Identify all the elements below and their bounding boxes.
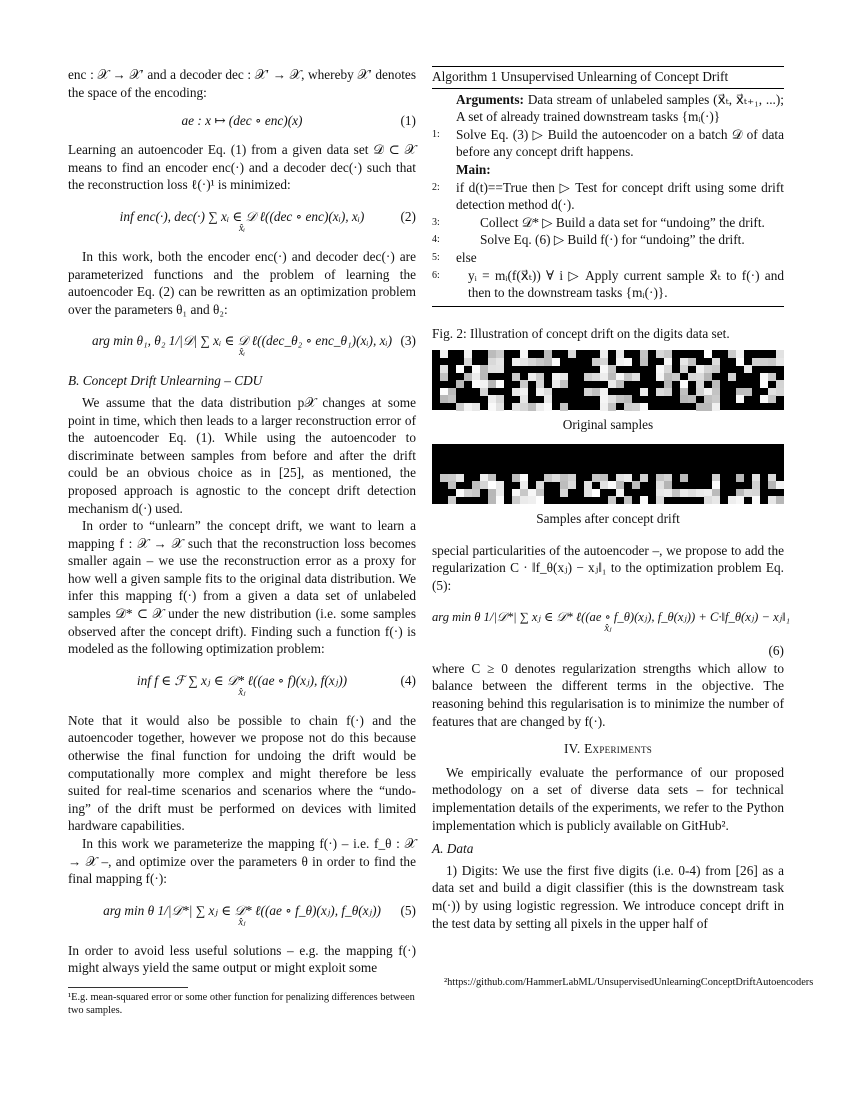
algorithm-line bbox=[432, 267, 784, 302]
image-pixel bbox=[640, 358, 648, 366]
image-pixel bbox=[560, 380, 568, 388]
image-pixel bbox=[584, 373, 592, 381]
image-pixel bbox=[456, 380, 464, 388]
image-pixel bbox=[704, 403, 712, 411]
image-pixel bbox=[656, 496, 664, 504]
image-pixel bbox=[520, 358, 528, 366]
paragraph: We empirically evaluate the performance of our proposed methodology on a set of diverse data sets – for technical implementation details of the experiments, we refer to the Python implementation which is publicly available on GitHub². bbox=[432, 764, 784, 833]
line-text: Main: bbox=[456, 161, 491, 177]
drifted-samples-image bbox=[432, 444, 784, 504]
image-pixel bbox=[544, 403, 552, 411]
image-pixel bbox=[592, 373, 600, 381]
image-pixel bbox=[632, 373, 640, 381]
subsection-heading: A. Data bbox=[432, 841, 474, 857]
equation-number: (3) bbox=[400, 333, 416, 349]
image-pixel bbox=[528, 496, 536, 504]
image-pixel bbox=[536, 388, 544, 396]
image-pixel bbox=[488, 380, 496, 388]
algorithm-line bbox=[432, 214, 784, 232]
image-pixel bbox=[624, 496, 632, 504]
image-pixel bbox=[712, 365, 720, 373]
algorithm-line bbox=[432, 231, 784, 249]
line-number: 4: bbox=[432, 234, 440, 246]
image-pixel bbox=[680, 489, 688, 497]
paragraph: In order to avoid less useful solutions – e.g. the mapping f(·) might always yield the same output or might exploit some bbox=[68, 942, 416, 976]
paragraph: special particularities of the autoencoder –, we propose to add the regularization C · ‖f_θ(xⱼ) − xⱼ‖₁ to the optimization problem Eq. (5): bbox=[432, 542, 784, 593]
equation-6: arg min θ 1/|𝒟*| ∑ xⱼ ∈ 𝒟* ℓ((ae ∘ f_θ)(xⱼ), f_θ(xⱼ)) + C·‖f_θ(xⱼ) − xⱼ‖₁ x̂ⱼ bbox=[432, 610, 790, 635]
image-pixel bbox=[496, 496, 504, 504]
underbrace-label: x̂ᵢ bbox=[238, 222, 246, 234]
image-pixel bbox=[768, 481, 776, 489]
image-pixel bbox=[624, 403, 632, 411]
image-pixel bbox=[680, 365, 688, 373]
image-pixel bbox=[544, 358, 552, 366]
image-pixel bbox=[456, 403, 464, 411]
image-pixel bbox=[696, 388, 704, 396]
image-pixel bbox=[608, 403, 616, 411]
line-number: 6: bbox=[432, 269, 440, 281]
equation-3: arg min θ₁, θ₂ 1/|𝒟| ∑ xᵢ ∈ 𝒟 ℓ((dec_θ₂ ∘ enc_θ₁)(xᵢ), xᵢ) x̂ᵢ (3) bbox=[68, 326, 416, 364]
subsection-heading: B. Concept Drift Unlearning – CDU bbox=[68, 373, 263, 389]
line-text: yᵢ = mᵢ(f(x⃗ₜ)) ∀ i ▷ Apply current sample x⃗ₜ to f(·) and then to the downstream tasks {mᵢ(·)}. bbox=[468, 267, 784, 301]
image-pixel bbox=[584, 388, 592, 396]
image-pixel bbox=[552, 358, 560, 366]
image-pixel bbox=[512, 403, 520, 411]
image-pixel bbox=[688, 489, 696, 497]
image-pixel bbox=[592, 358, 600, 366]
image-pixel bbox=[448, 496, 456, 504]
image-pixel bbox=[640, 474, 648, 482]
image-pixel bbox=[464, 489, 472, 497]
image-pixel bbox=[456, 365, 464, 373]
image-pixel bbox=[520, 403, 528, 411]
equation-2: inf enc(·), dec(·) ∑ xᵢ ∈ 𝒟 ℓ((dec ∘ enc)(xᵢ), xᵢ) x̂ᵢ (2) bbox=[68, 202, 416, 240]
right-column bbox=[432, 66, 790, 932]
image-pixel bbox=[568, 481, 576, 489]
image-pixel bbox=[656, 373, 664, 381]
paragraph: We assume that the data distribution p𝒳 changes at some point in time, which then leads to a larger reconstruction error of the autoencoder Eq. (1). While using the autoencoder to discriminate between samples from before and after the drift could be an obvious choice as in [25], as mentioned, the proposed approach is agnostic to the concept drift detection mechanism d(·) used. bbox=[68, 394, 416, 516]
image-pixel bbox=[440, 373, 448, 381]
image-pixel bbox=[512, 388, 520, 396]
image-pixel bbox=[744, 489, 752, 497]
image-pixel bbox=[512, 358, 520, 366]
image-pixel bbox=[704, 373, 712, 381]
image-pixel bbox=[496, 403, 504, 411]
image-pixel bbox=[728, 350, 736, 358]
image-pixel bbox=[744, 365, 752, 373]
image-pixel bbox=[560, 403, 568, 411]
image-pixel bbox=[528, 373, 536, 381]
original-samples-image bbox=[432, 350, 784, 410]
image-pixel bbox=[536, 496, 544, 504]
paragraph: 1) Digits: We use the first five digits (i.e. 0-4) from [26] as a data set and build a digit classifier (this is the downstream task m(·)) by using logistic regression. We introduce concept drift in the test data by setting all pixels in the upper half of bbox=[432, 862, 784, 931]
paragraph: In this work, both the encoder enc(·) and decoder dec(·) are parameterized functions and the problem of learning the autoencoder Eq. (2) can be rewritten as an optimization problem over the parameters θ₁ and θ₂: bbox=[68, 248, 416, 317]
line-text: Collect 𝒟* ▷ Build a data set for “undoing” the drift. bbox=[480, 214, 765, 230]
image-pixel bbox=[640, 496, 648, 504]
image-pixel bbox=[464, 358, 472, 366]
equation-4: inf f ∈ ℱ ∑ xⱼ ∈ 𝒟* ℓ((ae ∘ f)(xⱼ), f(xⱼ)) x̂ⱼ (4) bbox=[68, 666, 416, 704]
line-text: else bbox=[456, 249, 477, 265]
underbrace-label: x̂ᵢ bbox=[238, 347, 246, 359]
paragraph: Learning an autoencoder Eq. (1) from a given data set 𝒟 ⊂ 𝒳 means to find an encoder enc(·) and a decoder dec(·) such that the reconstruction loss ℓ(·)¹ is minimized: bbox=[68, 142, 416, 193]
image-pixel bbox=[696, 489, 704, 497]
line-number bbox=[432, 161, 456, 179]
image-pixel bbox=[672, 489, 680, 497]
image-pixel bbox=[768, 373, 776, 381]
subfigure-caption: Samples after concept drift bbox=[536, 510, 680, 526]
line-number: 3: bbox=[432, 216, 440, 228]
image-pixel bbox=[600, 373, 608, 381]
image-pixel bbox=[600, 403, 608, 411]
image-pixel bbox=[520, 496, 528, 504]
image-pixel bbox=[464, 403, 472, 411]
footnote: ¹E.g. mean-squared error or some other function for penalizing differences between two samples. bbox=[68, 991, 415, 1016]
image-pixel bbox=[664, 489, 672, 497]
image-pixel bbox=[512, 474, 520, 482]
algorithm-line bbox=[432, 126, 784, 161]
image-pixel bbox=[640, 403, 648, 411]
image-pixel bbox=[480, 388, 488, 396]
image-pixel bbox=[736, 395, 744, 403]
image-pixel bbox=[704, 350, 712, 358]
paragraph: where C ≥ 0 denotes regularization strengths which allow to balance between the different terms in the objective. The reasoning behind this regularisation is to minimize the number of features that are changed by f(·). bbox=[432, 660, 784, 729]
image-pixel bbox=[728, 373, 736, 381]
image-pixel bbox=[624, 373, 632, 381]
image-pixel bbox=[512, 373, 520, 381]
image-pixel bbox=[760, 358, 768, 366]
image-pixel bbox=[544, 474, 552, 482]
underbrace-label: x̂ⱼ bbox=[238, 686, 246, 698]
paragraph: Note that it would also be possible to chain f(·) and the autoencoder together, however we propose not do this because otherwise the final function for undoing the drift would be computationally more complex and might therefore be less suited for real-time scenarios and scenarios where the “undo-ing” of the drift must be performed on devices with limited hardware capabilities. bbox=[68, 712, 416, 834]
image-pixel bbox=[448, 395, 456, 403]
image-pixel bbox=[624, 358, 632, 366]
paragraph: enc : 𝒳 → 𝒳′ and a decoder dec : 𝒳′ → 𝒳, whereby 𝒳′ denotes the space of the encoding: bbox=[68, 67, 416, 100]
algorithm-line bbox=[432, 179, 784, 214]
image-pixel bbox=[744, 388, 752, 396]
image-pixel bbox=[440, 395, 448, 403]
algorithm-title: Algorithm 1 Unsupervised Unlearning of Concept Drift bbox=[432, 67, 784, 89]
image-pixel bbox=[448, 481, 456, 489]
equation-1: ae : x ↦ (dec ∘ enc)(x) (1) bbox=[68, 109, 416, 133]
left-column bbox=[68, 66, 416, 1017]
image-pixel bbox=[672, 373, 680, 381]
image-pixel bbox=[528, 358, 536, 366]
image-pixel bbox=[608, 380, 616, 388]
equation-number: (2) bbox=[400, 208, 416, 224]
equation-5: arg min θ 1/|𝒟*| ∑ xⱼ ∈ 𝒟* ℓ((ae ∘ f_θ)(xⱼ), f_θ(xⱼ)) x̂ⱼ (5) bbox=[68, 896, 416, 934]
image-pixel bbox=[592, 388, 600, 396]
image-pixel bbox=[488, 496, 496, 504]
equation-number: (1) bbox=[400, 113, 416, 129]
algorithm-box bbox=[432, 66, 784, 307]
image-pixel bbox=[456, 474, 464, 482]
underbrace-label: x̂ⱼ bbox=[238, 916, 246, 928]
image-pixel bbox=[616, 358, 624, 366]
image-pixel bbox=[696, 403, 704, 411]
image-pixel bbox=[528, 403, 536, 411]
image-pixel bbox=[736, 474, 744, 482]
image-pixel bbox=[592, 489, 600, 497]
image-pixel bbox=[776, 388, 784, 396]
line-number: 1: bbox=[432, 128, 440, 140]
image-pixel bbox=[664, 388, 672, 396]
image-pixel bbox=[624, 474, 632, 482]
algorithm-body bbox=[432, 89, 784, 306]
paragraph: In this work we parameterize the mapping f(·) – i.e. f_θ : 𝒳 → 𝒳 –, and optimize over the parameters θ in order to find the final mapping f(·): bbox=[68, 836, 416, 887]
image-pixel bbox=[600, 481, 608, 489]
image-pixel bbox=[680, 395, 688, 403]
image-pixel bbox=[568, 350, 576, 358]
image-pixel bbox=[592, 474, 600, 482]
image-pixel bbox=[584, 489, 592, 497]
line-text: Solve Eq. (3) ▷ Build the autoencoder on a batch 𝒟 of data before any concept drift happens. bbox=[456, 126, 784, 160]
equation-number: (4) bbox=[400, 672, 416, 688]
image-pixel bbox=[632, 481, 640, 489]
image-pixel bbox=[456, 489, 464, 497]
image-pixel bbox=[616, 380, 624, 388]
paragraph: In order to “unlearn” the concept drift, we want to learn a mapping f : 𝒳 → 𝒳 such that the reconstruction loss becomes smaller again – we use the reconstruction error as a proxy for how well a given sample fits to the original data distribution. We infer this mapping f(·) from a given a data set of unlabeled samples 𝒟* ⊂ 𝒳 under the new distribution (i.e. some samples observed after the concept drift). Finding such a function f(·) is modeled as the following optimization problem: bbox=[68, 518, 416, 657]
algorithm-line bbox=[432, 249, 784, 267]
subfigure-caption: Original samples bbox=[562, 417, 654, 433]
image-pixel bbox=[496, 365, 504, 373]
image-pixel bbox=[488, 365, 496, 373]
image-pixel bbox=[680, 474, 688, 482]
image-pixel bbox=[496, 380, 504, 388]
equation-number: (5) bbox=[400, 902, 416, 918]
image-pixel bbox=[760, 380, 768, 388]
image-pixel bbox=[704, 496, 712, 504]
image-pixel bbox=[472, 380, 480, 388]
image-pixel bbox=[712, 403, 720, 411]
image-pixel bbox=[688, 358, 696, 366]
footnote: ²https://github.com/HammerLabML/UnsupervisedUnlearningConceptDriftAutoencoders bbox=[444, 977, 814, 988]
image-pixel bbox=[688, 373, 696, 381]
image-pixel bbox=[768, 496, 776, 504]
algorithm-line bbox=[432, 161, 784, 179]
image-pixel bbox=[472, 403, 480, 411]
image-pixel bbox=[776, 481, 784, 489]
image-pixel bbox=[536, 403, 544, 411]
image-pixel bbox=[656, 350, 664, 358]
image-pixel bbox=[608, 496, 616, 504]
image-pixel bbox=[656, 388, 664, 396]
image-pixel bbox=[464, 373, 472, 381]
image-pixel bbox=[632, 403, 640, 411]
image-pixel bbox=[752, 496, 760, 504]
image-pixel bbox=[440, 350, 448, 358]
image-pixel bbox=[472, 489, 480, 497]
image-pixel bbox=[552, 474, 560, 482]
image-pixel bbox=[440, 474, 448, 482]
image-pixel bbox=[752, 358, 760, 366]
image-pixel bbox=[616, 395, 624, 403]
line-text: if d(t)==True then ▷ Test for concept drift using some drift detection method d(·). bbox=[456, 179, 784, 213]
image-pixel bbox=[736, 496, 744, 504]
image-pixel bbox=[552, 380, 560, 388]
image-pixel bbox=[536, 358, 544, 366]
image-pixel bbox=[640, 388, 648, 396]
equation-number: (6) bbox=[768, 643, 784, 659]
algorithm-lines bbox=[432, 126, 784, 302]
figure-caption: Fig. 2: Illustration of concept drift on the digits data set. bbox=[432, 325, 730, 341]
image-pixel bbox=[512, 496, 520, 504]
image-pixel bbox=[776, 496, 784, 504]
image-pixel bbox=[480, 481, 488, 489]
line-number: 5: bbox=[432, 251, 440, 263]
image-pixel bbox=[688, 395, 696, 403]
algorithm-arguments: Arguments: Data stream of unlabeled samples (x⃗ₜ, x⃗ₜ₊₁, ...); A set of already trained downstream tasks {mᵢ(·)} bbox=[456, 91, 784, 125]
image-pixel bbox=[616, 489, 624, 497]
image-pixel bbox=[560, 489, 568, 497]
footnote-rule bbox=[68, 987, 188, 988]
image-pixel bbox=[768, 395, 776, 403]
image-pixel bbox=[712, 496, 720, 504]
image-pixel bbox=[608, 481, 616, 489]
image-pixel bbox=[736, 358, 744, 366]
image-pixel bbox=[768, 358, 776, 366]
image-pixel bbox=[760, 395, 768, 403]
image-pixel bbox=[776, 358, 784, 366]
image-pixel bbox=[488, 403, 496, 411]
line-text: Solve Eq. (6) ▷ Build f(·) for “undoing” the drift. bbox=[480, 232, 745, 248]
underbrace-label: x̂ⱼ bbox=[604, 623, 612, 635]
image-pixel bbox=[728, 496, 736, 504]
section-heading: IV. Experiments bbox=[563, 741, 653, 757]
line-number: 2: bbox=[432, 181, 440, 193]
